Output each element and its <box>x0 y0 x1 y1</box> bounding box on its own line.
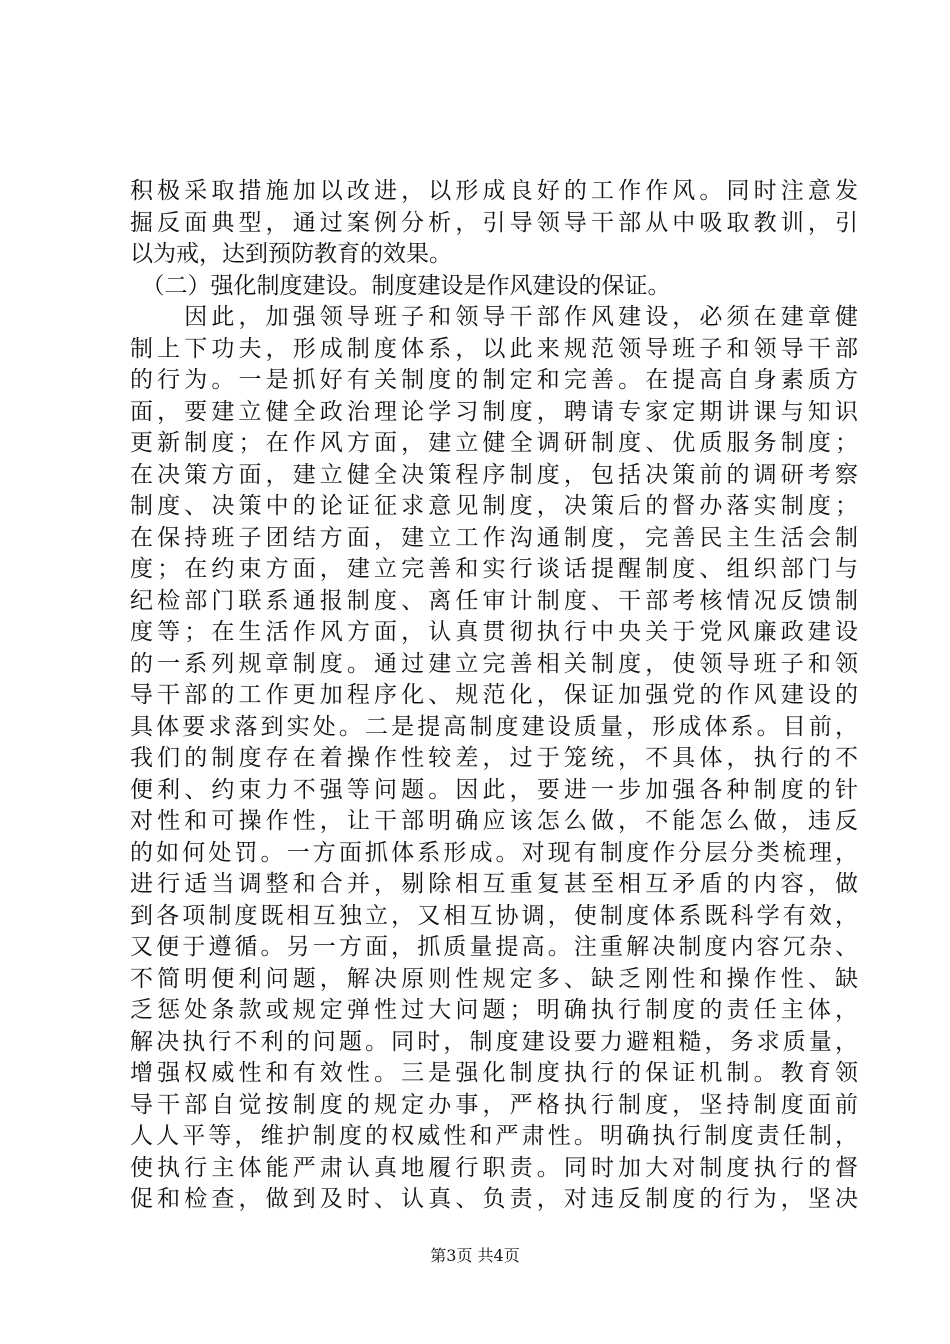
body-text <box>130 176 858 1216</box>
text-line: 具体要求落到实处。二是提高制度建设质量，形成体系。目前， <box>130 713 858 740</box>
text-line: 度；在约束方面，建立完善和实行谈话提醒制度、组织部门与 <box>130 556 858 582</box>
text-line: 增强权威性和有效性。三是强化制度执行的保证机制。教育领 <box>130 1060 858 1086</box>
text-line: 解决执行不利的问题。同时，制度建设要力避粗糙，务求质量， <box>130 1028 858 1055</box>
text-line: 促和检查，做到及时、认真、负责，对违反制度的行为，坚决 <box>130 1186 858 1212</box>
text-line: 人人平等，维护制度的权威性和严肃性。明确执行制度责任制， <box>130 1123 858 1149</box>
page-footer: 第3页 共4页 <box>430 1246 520 1265</box>
text-line: 制度、决策中的论证征求意见制度，决策后的督办落实制度； <box>130 493 858 519</box>
text-line: 以为戒，达到预防教育的效果。 <box>130 241 452 267</box>
text-line: 导干部自觉按制度的规定办事，严格执行制度，坚持制度面前 <box>130 1091 858 1118</box>
text-line: 我们的制度存在着操作性较差，过于笼统，不具体，执行的不 <box>130 745 858 771</box>
text-line: 纪检部门联系通报制度、离任审计制度、干部考核情况反馈制 <box>130 587 858 614</box>
text-line: 更新制度；在作风方面，建立健全调研制度、优质服务制度； <box>130 430 858 456</box>
text-line: 度等；在生活作风方面，认真贯彻执行中央关于党风廉政建设 <box>130 619 858 645</box>
text-line: 导干部的工作更加程序化、规范化，保证加强党的作风建设的 <box>130 682 858 708</box>
text-line: 在保持班子团结方面，建立工作沟通制度，完善民主生活会制 <box>130 524 858 551</box>
text-line: 制上下功夫，形成制度体系，以此来规范领导班子和领导干部 <box>130 335 858 362</box>
text-line: 乏惩处条款或规定弹性过大问题；明确执行制度的责任主体， <box>130 997 858 1023</box>
text-line: 的一系列规章制度。通过建立完善相关制度，使领导班子和领 <box>130 650 858 677</box>
text-line: 进行适当调整和合并，剔除相互重复甚至相互矛盾的内容，做 <box>130 871 858 897</box>
text-line: 对性和可操作性，让干部明确应该怎么做，不能怎么做，违反 <box>130 808 858 834</box>
text-line: 不简明便利问题，解决原则性规定多、缺乏刚性和操作性、缺 <box>130 965 858 992</box>
text-line: 积极采取措施加以改进，以形成良好的工作作风。同时注意发 <box>130 178 858 204</box>
text-line: 便利、约束力不强等问题。因此，要进一步加强各种制度的针 <box>130 776 858 803</box>
text-line: 在决策方面，建立健全决策程序制度，包括决策前的调研考察 <box>130 461 858 488</box>
text-line: 到各项制度既相互独立，又相互协调，使制度体系既科学有效， <box>130 902 858 929</box>
text-line: 又便于遵循。另一方面，抓质量提高。注重解决制度内容冗杂、 <box>130 934 858 960</box>
text-line: 掘反面典型，通过案例分析，引导领导干部从中吸取教训，引 <box>130 209 858 236</box>
text-line: 使执行主体能严肃认真地履行职责。同时加大对制度执行的督 <box>130 1154 858 1181</box>
text-line: （二）强化制度建设。制度建设是作风建设的保证。 <box>130 272 671 299</box>
text-line: 因此，加强领导班子和领导干部作风建设，必须在建章健 <box>130 304 858 330</box>
text-line: 的行为。一是抓好有关制度的制定和完善。在提高自身素质方 <box>130 367 858 393</box>
text-line: 面，要建立健全政治理论学习制度，聘请专家定期讲课与知识 <box>130 398 858 425</box>
text-line: 的如何处罚。一方面抓体系形成。对现有制度作分层分类梳理， <box>130 839 858 866</box>
